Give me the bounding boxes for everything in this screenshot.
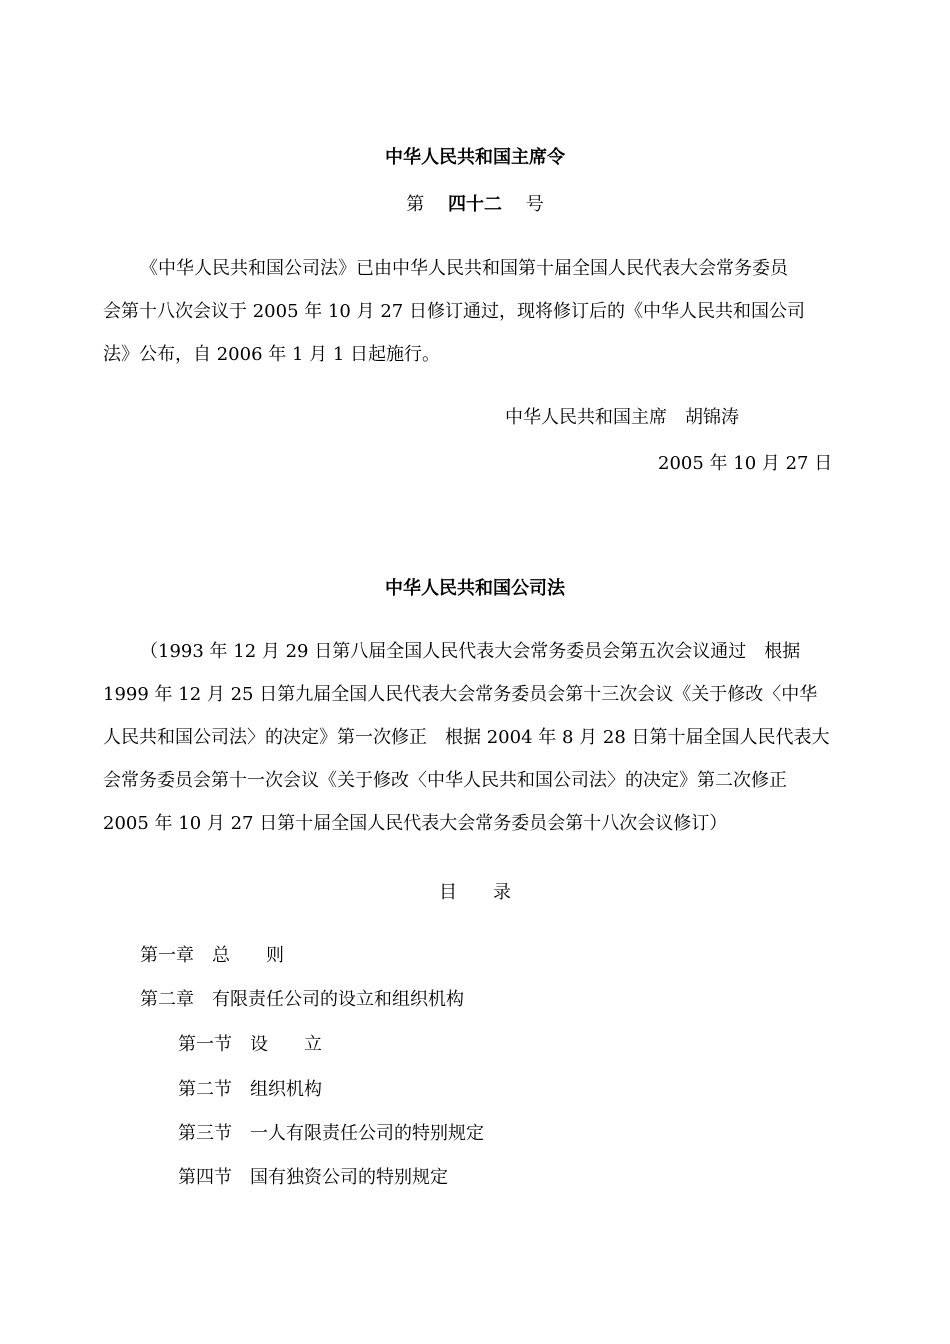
toc-section-4: 第四节 国有独资公司的特别规定 xyxy=(178,1167,448,1188)
law-history-line-3: 人民共和国公司法〉的决定》第一次修正 根据 2004 年 8 月 28 日第十届全国人民代表大 xyxy=(103,727,830,748)
order-body-line-2: 会第十八次会议于 2005 年 10 月 27 日修订通过，现将修订后的《中华人民共和国公司 xyxy=(103,301,805,322)
toc-chapter-2: 第二章 有限责任公司的设立和组织机构 xyxy=(140,989,464,1010)
order-number: 四十二 xyxy=(448,194,502,215)
toc-heading: 目 录 xyxy=(439,882,511,903)
order-title: 中华人民共和国主席令 xyxy=(385,147,565,168)
order-date: 2005 年 10 月 27 日 xyxy=(658,453,833,474)
order-body-line-1: 《中华人民共和国公司法》已由中华人民共和国第十届全国人民代表大会常务委员 xyxy=(140,258,788,279)
toc-chapter-1: 第一章 总 则 xyxy=(140,945,284,966)
law-history-line-5: 2005 年 10 月 27 日第十届全国人民代表大会常务委员会第十八次会议修订） xyxy=(103,813,728,834)
law-history-line-2: 1999 年 12 月 25 日第九届全国人民代表大会常务委员会第十三次会议《关于修改〈中华 xyxy=(103,684,818,705)
order-number-line xyxy=(0,193,950,217)
toc-section-2: 第二节 组织机构 xyxy=(178,1079,322,1100)
toc-section-3: 第三节 一人有限责任公司的特别规定 xyxy=(178,1123,484,1144)
order-number-prefix: 第 xyxy=(406,194,425,215)
law-history-line-4: 会常务委员会第十一次会议《关于修改〈中华人民共和国公司法〉的决定》第二次修正 xyxy=(103,770,787,791)
order-signatory: 中华人民共和国主席 胡锦涛 xyxy=(505,407,739,428)
law-title: 中华人民共和国公司法 xyxy=(385,578,565,599)
toc-section-1: 第一节 设 立 xyxy=(178,1034,322,1055)
law-history-line-1: （1993 年 12 月 29 日第八届全国人民代表大会常务委员会第五次会议通过 根据 xyxy=(140,641,801,662)
order-number-suffix: 号 xyxy=(525,194,544,215)
order-body-line-3: 法》公布，自 2006 年 1 月 1 日起施行。 xyxy=(103,344,441,365)
